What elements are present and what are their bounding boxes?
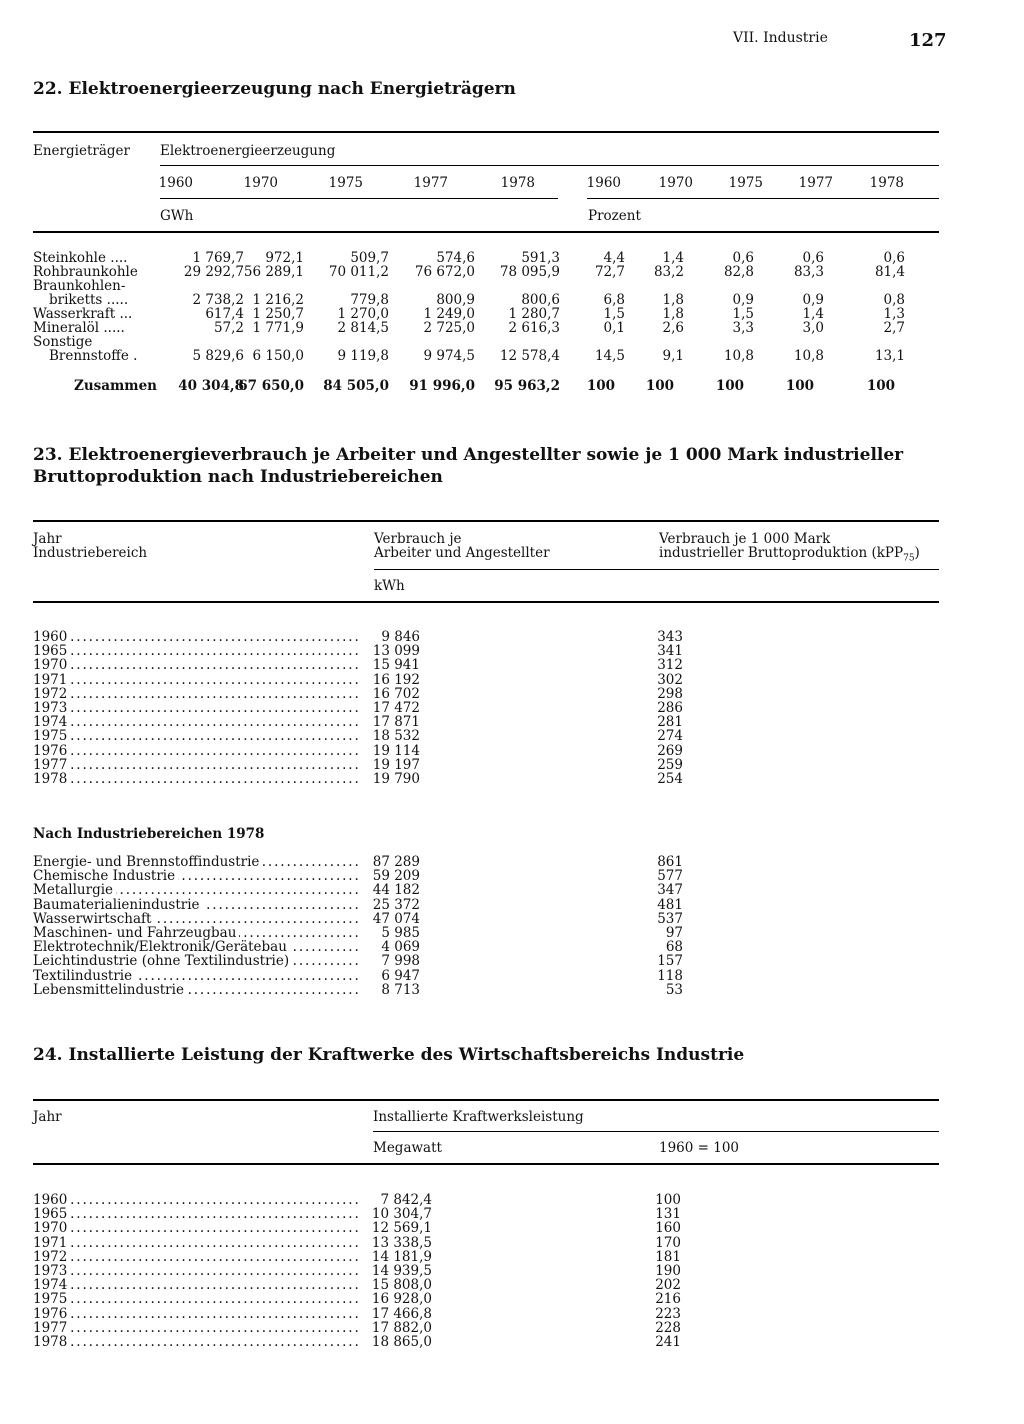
table-22-cell: 56 289,1 bbox=[243, 264, 304, 280]
table-24-row bbox=[33, 1250, 358, 1264]
table-23-top-rule bbox=[33, 520, 939, 522]
table-22-total-cell: 100 bbox=[645, 378, 674, 394]
table-23-col1-line2: Industriebereich bbox=[33, 545, 148, 561]
table-22-cell: 0,6 bbox=[883, 250, 905, 266]
table-24-v1: 10 304,7 bbox=[371, 1206, 432, 1223]
table-24-row-text: 1960 bbox=[33, 1193, 70, 1207]
table-23-branch-row bbox=[33, 983, 358, 997]
table-23-year-row bbox=[33, 729, 358, 743]
table-22-cell: 1 249,0 bbox=[423, 306, 475, 322]
table-23-branch-v1: 25 372 bbox=[372, 896, 420, 913]
table-24-v2: 131 bbox=[655, 1206, 681, 1223]
table-23-year-v2: 312 bbox=[657, 657, 683, 674]
table-23-year-v2: 281 bbox=[657, 714, 683, 731]
table-23-branch-row-text: Lebensmittelindustrie bbox=[33, 983, 187, 997]
table-23-branch-row bbox=[33, 926, 358, 940]
table-24-v2: 202 bbox=[655, 1277, 681, 1294]
table-23-year-v1: 16 192 bbox=[372, 671, 420, 688]
table-22-cell: 29 292,7 bbox=[183, 264, 244, 280]
table-24-row-text: 1970 bbox=[33, 1221, 70, 1235]
table-23-year-v1: 17 472 bbox=[372, 700, 420, 716]
table-23-year-row bbox=[33, 673, 358, 687]
table-24-v2: 170 bbox=[655, 1234, 681, 1251]
table-24-row bbox=[33, 1321, 358, 1335]
table-23-year-v1: 19 114 bbox=[372, 742, 420, 759]
table-22-cell: 76 672,0 bbox=[414, 264, 475, 280]
table-22-cell: 10,8 bbox=[723, 348, 754, 364]
table-24-v2: 228 bbox=[655, 1319, 681, 1336]
table-22-total-cell: 100 bbox=[866, 378, 895, 394]
table-24-row bbox=[33, 1335, 358, 1349]
table-24-row bbox=[33, 1207, 358, 1221]
table-23-branch-row bbox=[33, 855, 358, 869]
table-22-cell: 0,9 bbox=[732, 292, 754, 308]
table-23-year-row-text: 1971 bbox=[33, 673, 70, 687]
table-24-group-label: Installierte Kraftwerksleistung bbox=[373, 1109, 584, 1125]
table-22-year-3: 1977 bbox=[413, 175, 448, 191]
table-23-branch-row-text: Energie- und Brennstoffindustrie bbox=[33, 855, 262, 869]
table-23-branch-row bbox=[33, 869, 358, 883]
table-24-row-text: 1973 bbox=[33, 1264, 70, 1278]
table-23-branch-row-text: Textilindustrie bbox=[33, 969, 135, 983]
table-23-branch-v2: 118 bbox=[657, 967, 683, 984]
table-24-group-rule bbox=[373, 1131, 939, 1132]
table-23-year-v2: 341 bbox=[657, 643, 683, 660]
table-24-row bbox=[33, 1193, 358, 1207]
table-23-year-row bbox=[33, 630, 358, 644]
table-23-year-row-text: 1960 bbox=[33, 630, 70, 644]
table-22-cell: 6,8 bbox=[603, 292, 625, 308]
table-23-year-v2: 259 bbox=[657, 756, 683, 773]
table-22-pct-rule bbox=[587, 198, 939, 199]
table-22-cell: 81,4 bbox=[874, 264, 905, 280]
table-24-v1: 13 338,5 bbox=[371, 1234, 432, 1251]
table-23-branch-v1: 6 947 bbox=[381, 967, 420, 984]
table-23-branch-row bbox=[33, 940, 358, 954]
table-22-cell: 2,6 bbox=[662, 320, 684, 336]
table-22-cell: 1 250,7 bbox=[252, 306, 304, 322]
table-22-total-cell: 67 650,0 bbox=[238, 378, 304, 394]
table-22-cell: 1,8 bbox=[662, 306, 684, 322]
table-23-branch-row-text: Chemische Industrie bbox=[33, 869, 178, 883]
table-23-year-v1: 13 099 bbox=[372, 643, 420, 660]
table-23-year-v2: 269 bbox=[657, 742, 683, 759]
table-23-branch-v2: 537 bbox=[657, 910, 683, 927]
table-22-total-cell: 100 bbox=[586, 378, 615, 394]
table-22-row-label: Brennstoffe . bbox=[49, 348, 138, 364]
table-24-v2: 100 bbox=[655, 1192, 681, 1208]
table-22-cell: 1,3 bbox=[883, 306, 905, 322]
table-23-year-v1: 9 846 bbox=[381, 629, 420, 645]
table-24-v1: 12 569,1 bbox=[371, 1220, 432, 1237]
table-23-col3-text: industrieller Bruttoproduktion (kPP bbox=[659, 545, 904, 561]
table-24-v2: 190 bbox=[655, 1263, 681, 1279]
table-22-year-pct-4: 1978 bbox=[869, 175, 904, 191]
table-22-year-pct-3: 1977 bbox=[798, 175, 833, 191]
table-23-branch-row-text: Metallurgie bbox=[33, 883, 116, 897]
table-23-year-row-text: 1974 bbox=[33, 715, 70, 729]
table-23-year-row-text: 1978 bbox=[33, 772, 70, 786]
table-22-cell: 2 725,0 bbox=[423, 320, 475, 336]
table-23-branch-v1: 47 074 bbox=[372, 910, 420, 927]
table-22-cell: 9 974,5 bbox=[423, 348, 475, 364]
table-24-v1: 18 865,0 bbox=[371, 1334, 432, 1350]
table-23-col3-line1: Verbrauch je 1 000 Mark bbox=[659, 531, 831, 547]
table-24-v1: 16 928,0 bbox=[371, 1291, 432, 1308]
table-24-v1: 14 181,9 bbox=[371, 1248, 432, 1265]
table-22-header-rule bbox=[33, 231, 939, 233]
table-23-branch-v1: 4 069 bbox=[381, 939, 420, 956]
table-24-title: 24. Installierte Leistung der Kraftwerke des Wirtschaftsbereichs Industrie bbox=[33, 1045, 745, 1065]
table-23-branch-row bbox=[33, 883, 358, 897]
table-22-cell: 1 270,0 bbox=[337, 306, 389, 322]
table-23-branch-row-text: Wasserwirtschaft bbox=[33, 912, 154, 926]
table-22-cell: 2 616,3 bbox=[508, 320, 560, 336]
table-23-title-line2: Bruttoproduktion nach Industriebereichen bbox=[33, 467, 443, 487]
table-23-branch-v2: 157 bbox=[657, 953, 683, 970]
table-22-cell: 2,7 bbox=[883, 320, 905, 336]
table-23-year-v1: 17 871 bbox=[372, 714, 420, 731]
table-22-cell: 800,6 bbox=[521, 292, 560, 308]
table-22-row-label: Steinkohle .... bbox=[33, 250, 128, 266]
table-24-row-text: 1978 bbox=[33, 1335, 70, 1349]
table-23-title-line1: 23. Elektroenergieverbrauch je Arbeiter und Angestellter sowie je 1 000 Mark industrieller bbox=[33, 445, 904, 465]
table-22-cell: 83,3 bbox=[793, 264, 824, 280]
table-23-branch-v2: 861 bbox=[657, 854, 683, 870]
table-24-v2: 216 bbox=[655, 1291, 681, 1308]
table-23-branch-row bbox=[33, 969, 358, 983]
table-22-row-label: briketts ..... bbox=[49, 292, 129, 308]
table-22-cell: 0,8 bbox=[883, 292, 905, 308]
table-24-row bbox=[33, 1221, 358, 1235]
table-23-branch-v1: 44 182 bbox=[372, 882, 420, 899]
table-22-cell: 72,7 bbox=[594, 264, 625, 280]
table-23-branch-v1: 7 998 bbox=[381, 953, 420, 970]
table-22-cell: 13,1 bbox=[874, 348, 905, 364]
table-22-year-pct-2: 1975 bbox=[728, 175, 763, 191]
table-22-year-1: 1970 bbox=[243, 175, 278, 191]
table-22-cell: 779,8 bbox=[350, 292, 389, 308]
table-22-cell: 1 280,7 bbox=[508, 306, 560, 322]
table-23-col1-line1: Jahr bbox=[33, 531, 62, 547]
table-23-year-row bbox=[33, 744, 358, 758]
table-23-branch-v2: 347 bbox=[657, 882, 683, 899]
table-22-cell: 3,3 bbox=[732, 320, 754, 336]
table-22-cell: 5 829,6 bbox=[192, 348, 244, 364]
table-22-title: 22. Elektroenergieerzeugung nach Energieträgern bbox=[33, 79, 516, 99]
table-23-year-row-text: 1975 bbox=[33, 729, 70, 743]
table-24-row bbox=[33, 1278, 358, 1292]
table-24-v1: 17 882,0 bbox=[371, 1319, 432, 1336]
table-22-cell: 10,8 bbox=[793, 348, 824, 364]
table-22-total-cell: 100 bbox=[715, 378, 744, 394]
table-22-cell: 1,8 bbox=[662, 292, 684, 308]
page-number: 127 bbox=[909, 30, 947, 51]
table-23-branch-row bbox=[33, 898, 358, 912]
table-24-row-text: 1971 bbox=[33, 1236, 70, 1250]
table-22-cell: 0,1 bbox=[603, 320, 625, 336]
table-22-cell: 0,6 bbox=[802, 250, 824, 266]
table-23-year-v2: 343 bbox=[657, 629, 683, 645]
table-22-year-pct-0: 1960 bbox=[586, 175, 621, 191]
table-24-row-text: 1976 bbox=[33, 1307, 70, 1321]
table-23-branch-row-text: Leichtindustrie (ohne Textilindustrie) bbox=[33, 954, 292, 968]
table-23-branch-v2: 53 bbox=[665, 981, 683, 998]
table-23-year-row bbox=[33, 772, 358, 786]
table-22-cell: 4,4 bbox=[603, 250, 625, 266]
table-23-year-row bbox=[33, 687, 358, 701]
table-22-cell: 1 216,2 bbox=[252, 292, 304, 308]
table-23-year-row bbox=[33, 758, 358, 772]
table-22-cell: 70 011,2 bbox=[328, 264, 389, 280]
table-22-cell: 82,8 bbox=[723, 264, 754, 280]
table-22-cell: 2 738,2 bbox=[192, 292, 244, 308]
table-23-branch-v2: 97 bbox=[665, 925, 683, 941]
table-22-cell: 12 578,4 bbox=[499, 348, 560, 364]
table-22-cell: 574,6 bbox=[436, 250, 475, 266]
table-22-group-label: Elektroenergieerzeugung bbox=[160, 143, 336, 159]
table-22-cell: 9 119,8 bbox=[337, 348, 389, 364]
table-23-branch-row bbox=[33, 954, 358, 968]
table-22-cell: 3,0 bbox=[802, 320, 824, 336]
table-23-year-v2: 254 bbox=[657, 771, 683, 787]
table-22-cell: 1,4 bbox=[662, 250, 684, 266]
table-23-branch-row-text: Elektrotechnik/Elektronik/Gerätebau bbox=[33, 940, 290, 954]
table-24-v2: 181 bbox=[655, 1248, 681, 1265]
table-24-row-text: 1975 bbox=[33, 1292, 70, 1306]
table-23-branch-v1: 59 209 bbox=[372, 868, 420, 885]
table-23-year-v1: 18 532 bbox=[372, 728, 420, 745]
table-22-row-label: Mineralöl ..... bbox=[33, 320, 125, 336]
table-22-total-cell: 91 996,0 bbox=[409, 378, 475, 394]
table-22-cell: 1,5 bbox=[732, 306, 754, 322]
table-23-header-rule bbox=[33, 601, 939, 603]
table-23-branch-v2: 481 bbox=[657, 896, 683, 913]
table-22-cell: 2 814,5 bbox=[337, 320, 389, 336]
table-23-year-row-text: 1973 bbox=[33, 701, 70, 715]
table-23-year-v1: 19 197 bbox=[372, 756, 420, 773]
table-22-year-0: 1960 bbox=[158, 175, 193, 191]
table-23-unit-rule-top bbox=[374, 569, 939, 570]
table-23-year-row-text: 1965 bbox=[33, 644, 70, 658]
table-23-year-v1: 16 702 bbox=[372, 685, 420, 702]
table-22-cell: 83,2 bbox=[653, 264, 684, 280]
table-22-cell: 0,6 bbox=[732, 250, 754, 266]
table-22-row-label: Rohbraunkohle bbox=[33, 264, 138, 280]
table-23-year-row bbox=[33, 701, 358, 715]
table-22-year-2: 1975 bbox=[328, 175, 363, 191]
table-24-top-rule bbox=[33, 1099, 939, 1101]
table-23-year-v2: 274 bbox=[657, 728, 683, 745]
table-23-col3-line2 bbox=[659, 546, 920, 566]
table-23-unit: kWh bbox=[374, 578, 405, 594]
table-22-cell: 0,9 bbox=[802, 292, 824, 308]
table-22-total-cell: 40 304,8 bbox=[178, 378, 244, 394]
table-24-row-text: 1974 bbox=[33, 1278, 70, 1292]
table-24-v2: 241 bbox=[655, 1334, 681, 1350]
table-22-row-label: Braunkohlen- bbox=[33, 278, 126, 294]
table-24-row bbox=[33, 1264, 358, 1278]
table-23-branch-v1: 87 289 bbox=[372, 854, 420, 870]
table-24-unit1: Megawatt bbox=[373, 1140, 442, 1156]
table-24-header-rule bbox=[33, 1163, 939, 1165]
table-24-row bbox=[33, 1236, 358, 1250]
table-22-cell: 57,2 bbox=[213, 320, 244, 336]
table-23-year-row-text: 1977 bbox=[33, 758, 70, 772]
table-23-year-row-text: 1976 bbox=[33, 744, 70, 758]
table-22-top-rule bbox=[33, 131, 939, 133]
table-22-total-cell: 95 963,2 bbox=[494, 378, 560, 394]
table-22-cell: 78 095,9 bbox=[499, 264, 560, 280]
table-22-row-label: Sonstige bbox=[33, 334, 93, 350]
table-24-v1: 15 808,0 bbox=[371, 1277, 432, 1294]
table-22-cell: 1 769,7 bbox=[192, 250, 244, 266]
table-24-col1: Jahr bbox=[33, 1109, 62, 1125]
table-23-year-v1: 19 790 bbox=[372, 771, 420, 787]
table-23-branch-row-text: Baumaterialienindustrie bbox=[33, 898, 203, 912]
table-23-branch-v2: 577 bbox=[657, 868, 683, 885]
table-22-total-cell: 84 505,0 bbox=[323, 378, 389, 394]
table-23-branch-v2: 68 bbox=[665, 939, 683, 956]
table-22-year-pct-1: 1970 bbox=[658, 175, 693, 191]
table-22-cell: 9,1 bbox=[662, 348, 684, 364]
table-24-v1: 17 466,8 bbox=[371, 1305, 432, 1322]
table-22-total-label: Zusammen bbox=[74, 378, 157, 394]
table-23-year-v2: 302 bbox=[657, 671, 683, 688]
table-23-col3-subscript: 75 bbox=[903, 553, 915, 564]
table-23-year-v1: 15 941 bbox=[372, 657, 420, 674]
table-24-v1: 7 842,4 bbox=[380, 1192, 432, 1208]
table-24-v2: 160 bbox=[655, 1220, 681, 1237]
table-22-col-label: Energieträger bbox=[33, 143, 130, 159]
table-24-v2: 223 bbox=[655, 1305, 681, 1322]
table-22-cell: 1 771,9 bbox=[252, 320, 304, 336]
table-22-unit-gwh: GWh bbox=[160, 208, 194, 224]
table-23-year-row bbox=[33, 715, 358, 729]
table-22-unit-pct: Prozent bbox=[588, 208, 641, 224]
table-22-cell: 617,4 bbox=[205, 306, 244, 322]
table-24-row bbox=[33, 1307, 358, 1321]
section-header: VII. Industrie bbox=[733, 30, 828, 46]
table-24-unit2: 1960 = 100 bbox=[659, 1140, 740, 1156]
table-23-year-v2: 298 bbox=[657, 685, 683, 702]
table-22-cell: 1,4 bbox=[802, 306, 824, 322]
table-22-cell: 972,1 bbox=[265, 250, 304, 266]
table-23-year-row-text: 1972 bbox=[33, 687, 70, 701]
table-22-total-cell: 100 bbox=[785, 378, 814, 394]
table-22-row-label: Wasserkraft ... bbox=[33, 306, 133, 322]
table-24-row bbox=[33, 1292, 358, 1306]
table-23-year-v2: 286 bbox=[657, 700, 683, 716]
table-23-subheading: Nach Industriebereichen 1978 bbox=[33, 826, 265, 842]
table-24-v1: 14 939,5 bbox=[371, 1263, 432, 1279]
table-22-cell: 6 150,0 bbox=[252, 348, 304, 364]
table-23-branch-v1: 5 985 bbox=[381, 925, 420, 941]
table-22-cell: 800,9 bbox=[436, 292, 475, 308]
table-23-year-row bbox=[33, 644, 358, 658]
table-22-year-4: 1978 bbox=[500, 175, 535, 191]
table-24-row-text: 1965 bbox=[33, 1207, 70, 1221]
table-23-col2-line2: Arbeiter und Angestellter bbox=[374, 545, 550, 561]
table-22-cell: 591,3 bbox=[521, 250, 560, 266]
table-22-group-rule bbox=[160, 165, 939, 166]
table-22-cell: 14,5 bbox=[594, 348, 625, 364]
table-23-col2-line1: Verbrauch je bbox=[374, 531, 462, 547]
table-22-cell: 509,7 bbox=[350, 250, 389, 266]
table-22-gwh-rule bbox=[160, 198, 558, 199]
table-23-branch-row-text: Maschinen- und Fahrzeugbau bbox=[33, 926, 239, 940]
table-23-year-row-text: 1970 bbox=[33, 658, 70, 672]
table-24-row-text: 1972 bbox=[33, 1250, 70, 1264]
table-23-branch-row bbox=[33, 912, 358, 926]
table-23-branch-v1: 8 713 bbox=[381, 981, 420, 998]
table-23-col3-close: ) bbox=[914, 545, 920, 561]
table-24-row-text: 1977 bbox=[33, 1321, 70, 1335]
table-22-cell: 1,5 bbox=[603, 306, 625, 322]
table-23-year-row bbox=[33, 658, 358, 672]
